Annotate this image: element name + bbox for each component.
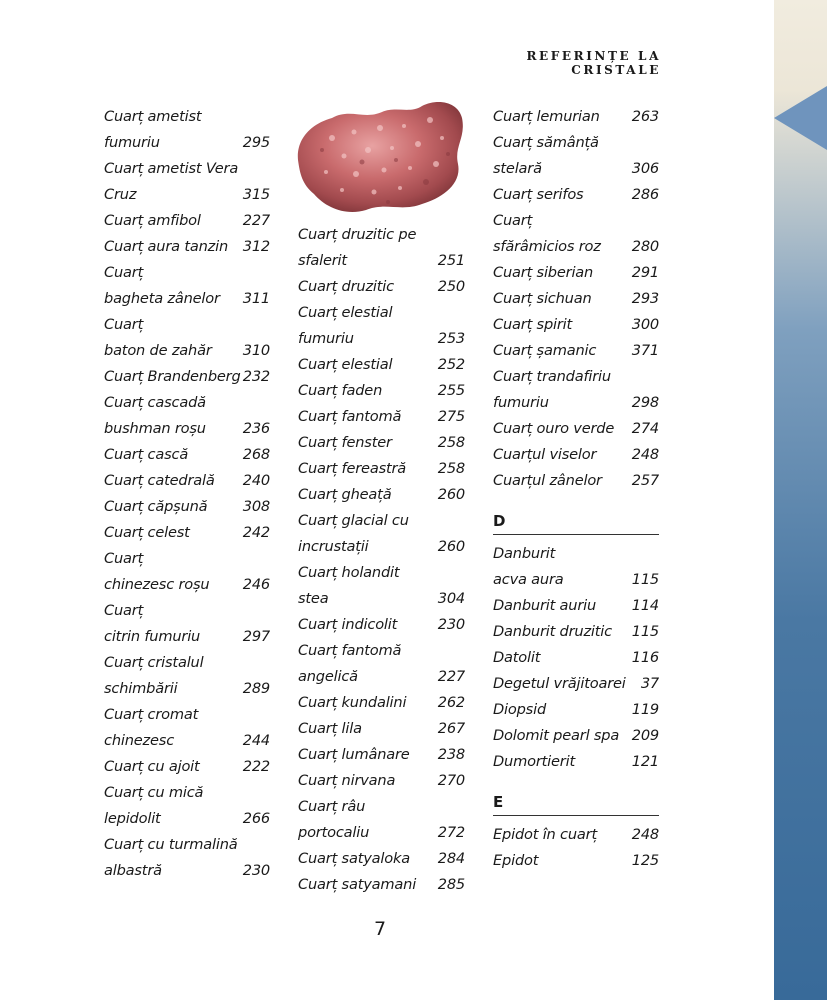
entry-name: sfărâmicios roz bbox=[493, 238, 601, 255]
entry-name: Cuarț elestial bbox=[298, 356, 393, 373]
entry-name: Cuarț serifos bbox=[493, 186, 584, 203]
entry-page: 37 bbox=[640, 675, 659, 692]
entry-page: 275 bbox=[437, 408, 465, 425]
entry-name: bagheta zânelor bbox=[104, 290, 220, 307]
entry-name: Cuarț ouro verde bbox=[493, 420, 615, 437]
index-entry bbox=[493, 697, 659, 723]
index-entry bbox=[104, 234, 270, 260]
entry-page: 266 bbox=[242, 810, 270, 827]
triangle-tab-icon bbox=[774, 86, 827, 150]
index-entry bbox=[493, 286, 659, 312]
entry-name: Cuarț fenster bbox=[298, 434, 392, 451]
index-entry bbox=[298, 430, 465, 456]
entry-page: 304 bbox=[437, 590, 465, 607]
index-entry bbox=[298, 612, 465, 638]
index-entry bbox=[104, 104, 270, 130]
entry-name: Cuarț satyamani bbox=[298, 876, 417, 893]
index-entry bbox=[104, 520, 270, 546]
entry-name: Cuarț aura tanzin bbox=[104, 238, 228, 255]
index-entry bbox=[104, 780, 270, 806]
index-entry bbox=[493, 182, 659, 208]
index-entry bbox=[104, 702, 270, 728]
entry-page: 268 bbox=[242, 446, 270, 463]
entry-name: citrin fumuriu bbox=[104, 628, 201, 645]
index-entry bbox=[493, 567, 659, 593]
index-column-3 bbox=[493, 104, 659, 874]
entry-name: chinezesc bbox=[104, 732, 175, 749]
index-entry bbox=[298, 560, 465, 586]
entry-page: 291 bbox=[631, 264, 659, 281]
entry-name: schimbării bbox=[104, 680, 178, 697]
index-entry bbox=[298, 586, 465, 612]
entry-name: Cuarț bbox=[104, 602, 144, 619]
entry-page: 263 bbox=[631, 108, 659, 125]
entry-name: Cuarț celest bbox=[104, 524, 190, 541]
entry-page: 297 bbox=[242, 628, 270, 645]
entry-name: portocaliu bbox=[298, 824, 370, 841]
index-entry bbox=[298, 404, 465, 430]
entry-page: 274 bbox=[631, 420, 659, 437]
index-entry bbox=[104, 312, 270, 338]
entry-page: 230 bbox=[437, 616, 465, 633]
entry-name: Cuarț elestial bbox=[298, 304, 393, 321]
entry-page: 289 bbox=[242, 680, 270, 697]
entry-page: 242 bbox=[242, 524, 270, 541]
entry-name: fumuriu bbox=[298, 330, 354, 347]
entry-name: lepidolit bbox=[104, 810, 161, 827]
index-entry bbox=[104, 416, 270, 442]
entry-name: Cuarț trandafiriu bbox=[493, 368, 611, 385]
index-entry bbox=[298, 742, 465, 768]
entry-name: Cuarț amfibol bbox=[104, 212, 201, 229]
entry-page: 267 bbox=[437, 720, 465, 737]
entry-name: bushman roșu bbox=[104, 420, 206, 437]
entry-name: Cuarț bbox=[104, 550, 144, 567]
entry-name: Cuarț lumânare bbox=[298, 746, 410, 763]
index-entry bbox=[104, 754, 270, 780]
index-entry bbox=[298, 690, 465, 716]
entry-page: 251 bbox=[437, 252, 465, 269]
entry-page: 227 bbox=[242, 212, 270, 229]
index-entry bbox=[493, 208, 659, 234]
index-entry bbox=[104, 390, 270, 416]
entry-name: Cuarț spirit bbox=[493, 316, 573, 333]
entry-page: 260 bbox=[437, 538, 465, 555]
index-entry bbox=[493, 442, 659, 468]
entry-name: Cuarț kundalini bbox=[298, 694, 407, 711]
section-letter-heading: E bbox=[493, 789, 659, 816]
entry-page: 222 bbox=[242, 758, 270, 775]
entry-page: 115 bbox=[631, 571, 659, 588]
entry-page: 209 bbox=[631, 727, 659, 744]
side-color-band bbox=[774, 0, 827, 1000]
index-entry bbox=[493, 541, 659, 567]
index-entry bbox=[493, 104, 659, 130]
entry-page: 125 bbox=[631, 852, 659, 869]
index-entry bbox=[298, 638, 465, 664]
index-entry bbox=[104, 728, 270, 754]
entry-name: Cuarț fereastră bbox=[298, 460, 407, 477]
entry-name: sfalerit bbox=[298, 252, 347, 269]
index-entry bbox=[104, 624, 270, 650]
index-entry bbox=[104, 858, 270, 884]
entry-name: Cuarț catedrală bbox=[104, 472, 215, 489]
entry-page: 121 bbox=[631, 753, 659, 770]
entry-name: Cuarț sichuan bbox=[493, 290, 592, 307]
index-entry bbox=[493, 822, 659, 848]
entry-page: 258 bbox=[437, 434, 465, 451]
entry-name: Cuarț indicolit bbox=[298, 616, 398, 633]
entry-name: Cuarț holandit bbox=[298, 564, 400, 581]
entry-name: Cuarț ametist Vera bbox=[104, 160, 239, 177]
entry-page: 284 bbox=[437, 850, 465, 867]
entry-page: 262 bbox=[437, 694, 465, 711]
entry-page: 293 bbox=[631, 290, 659, 307]
index-entry bbox=[298, 872, 465, 898]
entry-page: 248 bbox=[631, 826, 659, 843]
index-entry bbox=[104, 676, 270, 702]
index-entry bbox=[493, 619, 659, 645]
entry-name: Cuarțul viselor bbox=[493, 446, 597, 463]
entry-page: 260 bbox=[437, 486, 465, 503]
entry-name: Danburit auriu bbox=[493, 597, 597, 614]
entry-name: Cuarț căpșună bbox=[104, 498, 208, 515]
index-entry bbox=[298, 456, 465, 482]
index-entry bbox=[493, 390, 659, 416]
entry-page: 116 bbox=[631, 649, 659, 666]
index-entry bbox=[298, 248, 465, 274]
entry-page: 244 bbox=[242, 732, 270, 749]
entry-name: Cuarț gheață bbox=[298, 486, 392, 503]
entry-page: 238 bbox=[437, 746, 465, 763]
entry-name: Cuarț nirvana bbox=[298, 772, 396, 789]
index-entry bbox=[298, 222, 465, 248]
entry-name: Dolomit pearl spa bbox=[493, 727, 620, 744]
entry-page: 253 bbox=[437, 330, 465, 347]
entry-page: 272 bbox=[437, 824, 465, 841]
index-entry bbox=[298, 794, 465, 820]
entry-name: Cuarț râu bbox=[298, 798, 366, 815]
entry-name: Danburit bbox=[493, 545, 556, 562]
entry-name: Dumortierit bbox=[493, 753, 575, 770]
index-entry bbox=[493, 338, 659, 364]
index-entry bbox=[493, 312, 659, 338]
entry-page: 227 bbox=[437, 668, 465, 685]
entry-name: Cuarț lemurian bbox=[493, 108, 600, 125]
entry-name: fumuriu bbox=[104, 134, 160, 151]
index-entry bbox=[104, 806, 270, 832]
entry-page: 298 bbox=[631, 394, 659, 411]
entry-name: Cuarț cu turmalină bbox=[104, 836, 238, 853]
entry-name: Cuarț sămânță bbox=[493, 134, 599, 151]
entry-name: stelară bbox=[493, 160, 542, 177]
entry-name: Cuarț ametist bbox=[104, 108, 202, 125]
entry-name: baton de zahăr bbox=[104, 342, 212, 359]
entry-name: angelică bbox=[298, 668, 358, 685]
index-entry bbox=[104, 156, 270, 182]
entry-name: Cuarț lila bbox=[298, 720, 362, 737]
index-entry bbox=[298, 300, 465, 326]
index-entry bbox=[298, 352, 465, 378]
entry-page: 280 bbox=[631, 238, 659, 255]
entry-name: Datolit bbox=[493, 649, 541, 666]
section-letter-heading: D bbox=[493, 508, 659, 535]
entry-page: 119 bbox=[631, 701, 659, 718]
index-entry bbox=[104, 494, 270, 520]
index-entry bbox=[298, 768, 465, 794]
entry-name: Cuarț cu ajoit bbox=[104, 758, 200, 775]
entry-name: Cuarț fantomă bbox=[298, 642, 402, 659]
entry-name: Cuarț glacial cu bbox=[298, 512, 409, 529]
entry-name: Cuarț siberian bbox=[493, 264, 594, 281]
index-entry bbox=[493, 234, 659, 260]
entry-page: 258 bbox=[437, 460, 465, 477]
index-entry bbox=[104, 208, 270, 234]
index-entry bbox=[493, 645, 659, 671]
entry-page: 240 bbox=[242, 472, 270, 489]
entry-name: Cuarț fantomă bbox=[298, 408, 402, 425]
entry-name: Cuarț cromat bbox=[104, 706, 199, 723]
entry-page: 286 bbox=[631, 186, 659, 203]
entry-name: Cuarț cristalul bbox=[104, 654, 204, 671]
page-number: 7 bbox=[373, 918, 387, 940]
entry-name: chinezesc roșu bbox=[104, 576, 210, 593]
index-entry bbox=[104, 598, 270, 624]
index-entry bbox=[104, 260, 270, 286]
entry-name: Cuarț cascadă bbox=[104, 394, 206, 411]
index-entry bbox=[493, 468, 659, 494]
entry-name: Epidot în cuarț bbox=[493, 826, 597, 843]
index-entry bbox=[493, 723, 659, 749]
entry-name: Cuarț druzitic pe bbox=[298, 226, 417, 243]
index-entry bbox=[298, 482, 465, 508]
index-entry bbox=[493, 593, 659, 619]
entry-name: Cuarț cu mică bbox=[104, 784, 204, 801]
entry-page: 230 bbox=[242, 862, 270, 879]
entry-page: 300 bbox=[631, 316, 659, 333]
index-column-1 bbox=[104, 104, 270, 884]
index-entry bbox=[493, 671, 659, 697]
entry-page: 285 bbox=[437, 876, 465, 893]
entry-name: Cuarț druzitic bbox=[298, 278, 394, 295]
entry-name: stea bbox=[298, 590, 329, 607]
entry-name: albastră bbox=[104, 862, 162, 879]
index-entry bbox=[104, 832, 270, 858]
index-entry bbox=[104, 286, 270, 312]
entry-name: fumuriu bbox=[493, 394, 549, 411]
index-entry bbox=[104, 468, 270, 494]
entry-name: Cuarț Brandenberg bbox=[104, 368, 241, 385]
entry-page: 315 bbox=[242, 186, 270, 203]
entry-page: 311 bbox=[242, 290, 270, 307]
index-entry bbox=[298, 326, 465, 352]
entry-name: Cuarț șamanic bbox=[493, 342, 597, 359]
entry-page: 255 bbox=[437, 382, 465, 399]
running-header: REFERINȚE LA CRISTALE bbox=[526, 49, 661, 77]
crystal-image bbox=[292, 98, 464, 214]
entry-page: 114 bbox=[631, 597, 659, 614]
entry-name: acva aura bbox=[493, 571, 564, 588]
index-entry bbox=[298, 716, 465, 742]
index-entry bbox=[298, 820, 465, 846]
entry-page: 257 bbox=[631, 472, 659, 489]
index-entry bbox=[493, 364, 659, 390]
entry-page: 306 bbox=[631, 160, 659, 177]
index-entry bbox=[493, 749, 659, 775]
entry-name: Cuarț bbox=[104, 264, 144, 281]
index-entry bbox=[104, 546, 270, 572]
entry-page: 248 bbox=[631, 446, 659, 463]
index-entry bbox=[104, 650, 270, 676]
entry-page: 371 bbox=[631, 342, 659, 359]
entry-name: Cuarț satyaloka bbox=[298, 850, 410, 867]
entry-name: Cuarț faden bbox=[298, 382, 383, 399]
entry-page: 232 bbox=[242, 368, 270, 385]
entry-name: Cuarțul zânelor bbox=[493, 472, 602, 489]
index-entry bbox=[493, 416, 659, 442]
index-entry bbox=[104, 338, 270, 364]
entry-page: 250 bbox=[437, 278, 465, 295]
index-entry bbox=[104, 130, 270, 156]
entry-page: 252 bbox=[437, 356, 465, 373]
index-entry bbox=[493, 848, 659, 874]
entry-page: 310 bbox=[242, 342, 270, 359]
entry-name: Cruz bbox=[104, 186, 137, 203]
entry-page: 246 bbox=[242, 576, 270, 593]
entry-page: 115 bbox=[631, 623, 659, 640]
entry-name: Cuarț bbox=[104, 316, 144, 333]
index-entry bbox=[298, 534, 465, 560]
entry-name: Degetul vrăjitoarei bbox=[493, 675, 626, 692]
index-entry bbox=[104, 442, 270, 468]
index-entry bbox=[298, 274, 465, 300]
entry-page: 236 bbox=[242, 420, 270, 437]
entry-page: 270 bbox=[437, 772, 465, 789]
index-entry bbox=[298, 508, 465, 534]
entry-page: 295 bbox=[242, 134, 270, 151]
index-entry bbox=[104, 572, 270, 598]
index-entry bbox=[493, 260, 659, 286]
entry-page: 312 bbox=[242, 238, 270, 255]
index-entry bbox=[493, 130, 659, 156]
index-entry bbox=[298, 846, 465, 872]
entry-name: Cuarț bbox=[493, 212, 533, 229]
index-entry bbox=[493, 156, 659, 182]
index-column-2 bbox=[298, 222, 465, 898]
index-entry bbox=[298, 378, 465, 404]
entry-name: Cuarț cască bbox=[104, 446, 189, 463]
entry-page: 308 bbox=[242, 498, 270, 515]
entry-name: Diopsid bbox=[493, 701, 547, 718]
index-entry bbox=[104, 364, 270, 390]
entry-name: incrustații bbox=[298, 538, 369, 555]
entry-name: Danburit druzitic bbox=[493, 623, 612, 640]
entry-name: Epidot bbox=[493, 852, 539, 869]
index-entry bbox=[104, 182, 270, 208]
index-entry bbox=[298, 664, 465, 690]
